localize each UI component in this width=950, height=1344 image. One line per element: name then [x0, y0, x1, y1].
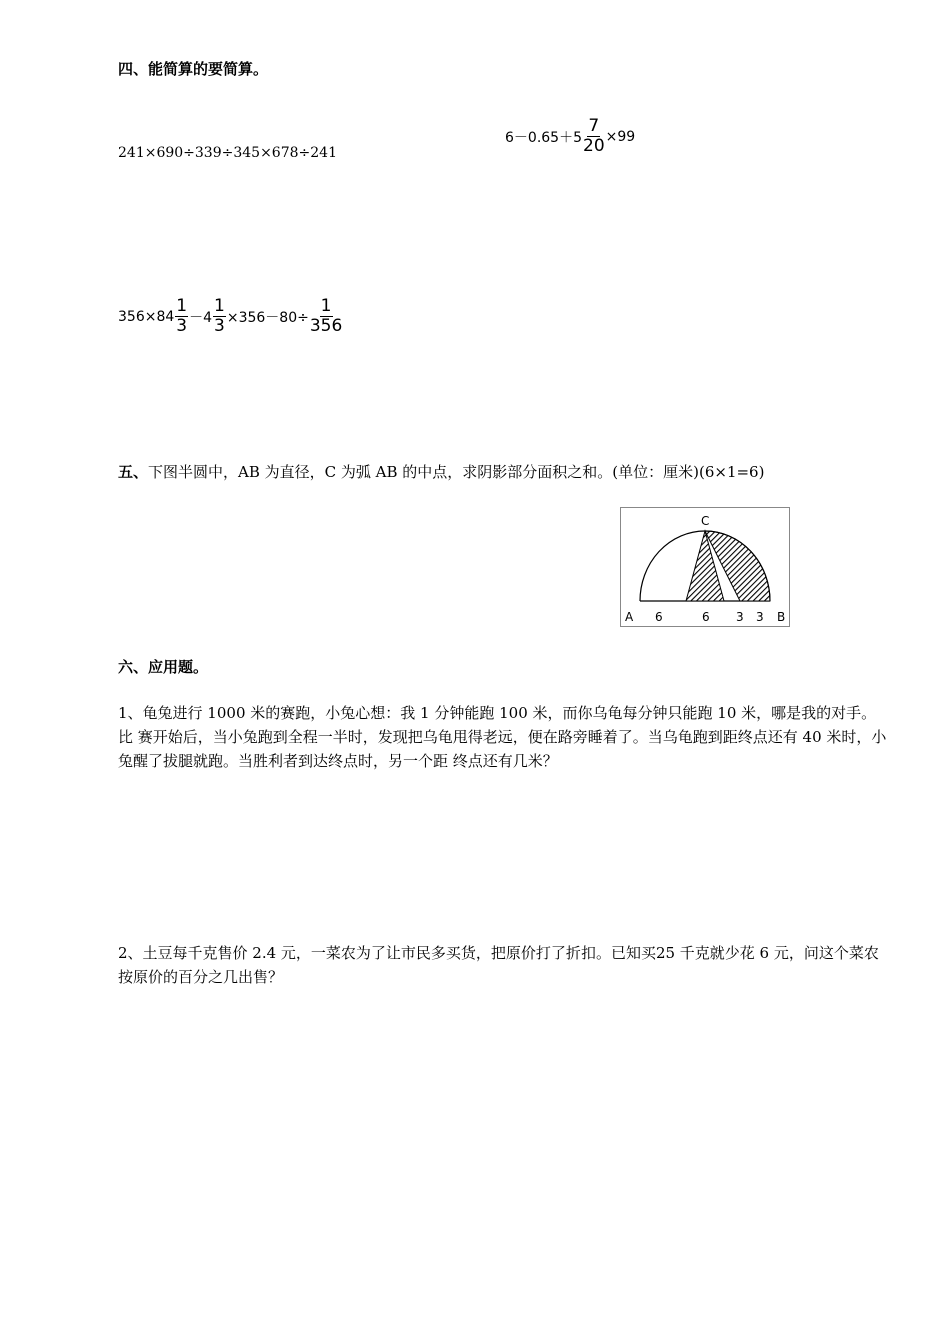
- semicircle-figure: [620, 507, 790, 627]
- section5-heading: 五、: [118, 463, 149, 481]
- expression-3-fraction1: [175, 298, 188, 335]
- section6-heading: 六、应用题。: [118, 658, 209, 676]
- segment-label-3: 3: [736, 610, 744, 624]
- semicircle-diagram: [620, 507, 790, 627]
- expression-3: [118, 298, 343, 335]
- expression-3-fraction2: [213, 298, 226, 335]
- fraction-numerator: 7: [588, 116, 600, 136]
- segment-label-1: 6: [655, 610, 663, 624]
- segment-label-4: 3: [756, 610, 764, 624]
- fraction-denominator: 3: [214, 316, 225, 336]
- expression-1: 241×690÷339÷345×678÷241: [118, 145, 337, 161]
- question-1: 1、龟兔进行 1000 米的赛跑，小兔心想：我 1 分钟能跑 100 米，而你乌龟每分钟只能跑 10 米，哪是我的对手。比 赛开始后，当小兔跑到全程一半时，发现把乌龟甩得老远，便在路旁睡着了。当乌龟跑到距终点还有 40 米时，小兔醒了拔腿就跑。当胜利者到达终点时，另一个距 终点还有几米？: [118, 704, 887, 770]
- segment-label-2: 6: [702, 610, 710, 624]
- expression-3-part3: ×356－80÷: [226, 309, 309, 326]
- fraction-denominator: 20: [583, 136, 605, 156]
- expression-2-fraction: [583, 118, 605, 155]
- fraction-denominator: 356: [309, 316, 343, 336]
- fraction-numerator: 1: [176, 296, 188, 316]
- expression-2-lead: 6－0.65＋5: [505, 129, 582, 146]
- fraction-denominator: 3: [176, 316, 188, 336]
- question-2: 2、土豆每千克售价 2.4 元，一菜农为了让市民多买货，把原价打了折扣。已知买25 千克就少花 6 元，问这个菜农按原价的百分之几出售？: [118, 944, 879, 986]
- label-b: B: [777, 610, 786, 624]
- label-c: C: [701, 514, 710, 528]
- section4-heading: 四、能简算的要简算。: [118, 60, 269, 78]
- expression-2-tail: ×99: [605, 128, 636, 145]
- expression-2: [505, 118, 635, 155]
- expression-3-part2: －4: [189, 309, 213, 326]
- section5-text: 下图半圆中，AB 为直径，C 为弧 AB 的中点，求阴影部分面积之和。(单位：厘米)(6×1=6): [148, 463, 765, 481]
- section5-question: [118, 460, 898, 484]
- expression-3-fraction3: [310, 298, 342, 335]
- label-a: A: [625, 610, 634, 624]
- fraction-numerator: 1: [214, 296, 225, 316]
- expression-3-part1: 356×84: [118, 308, 175, 325]
- fraction-numerator: 1: [320, 296, 332, 316]
